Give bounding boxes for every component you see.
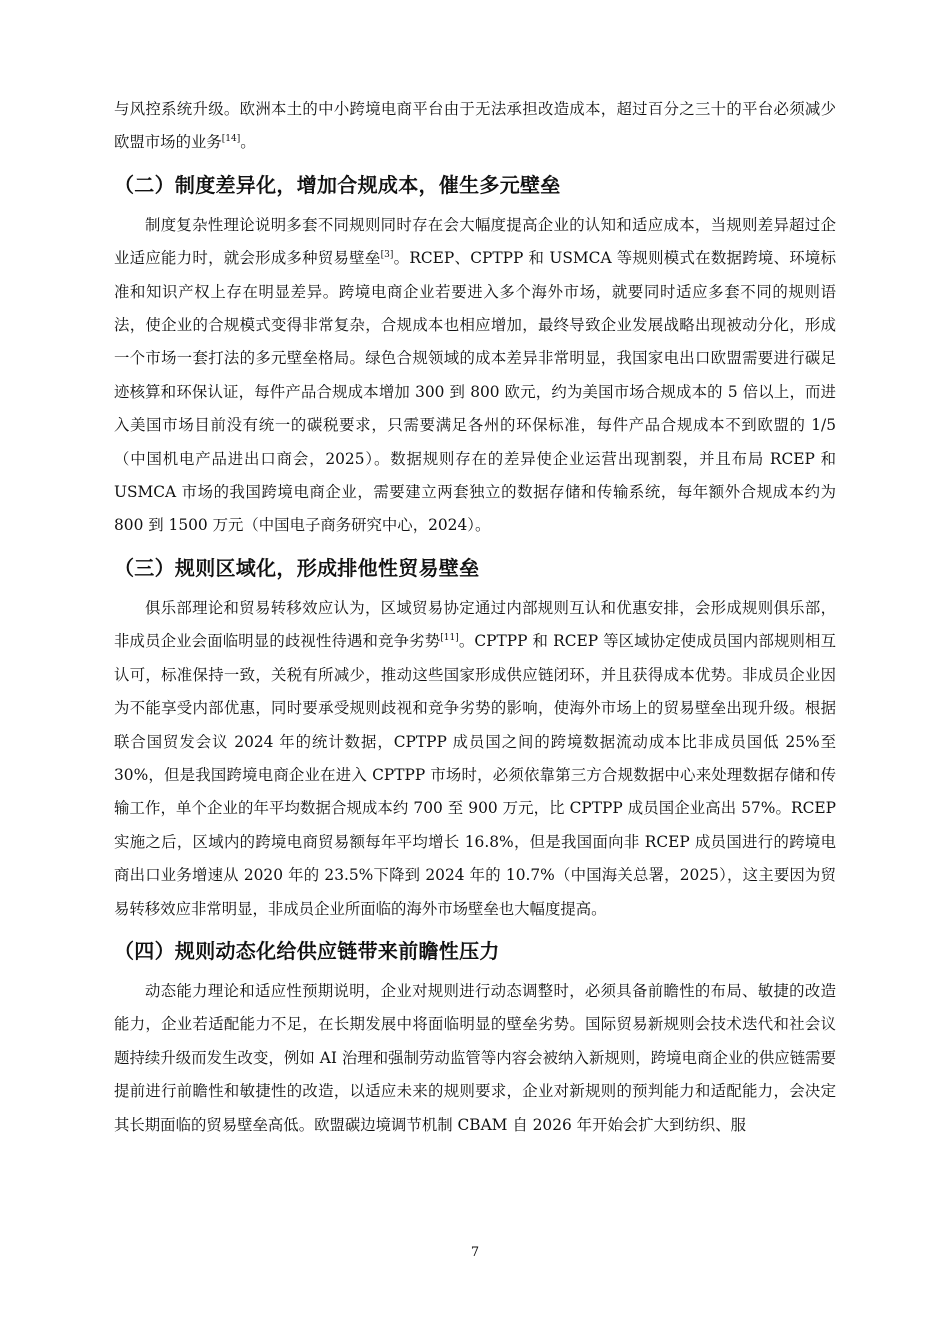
page-number: 7 — [470, 1245, 480, 1260]
paragraph-text: 。RCEP、CPTPP 和 USMCA 等规则模式在数据跨境、环境标准和知识产权上存在明显差异。跨境电商企业若要进入多个海外市场，就要同时适应多套不同的规则语法，使企业的合规模式变得非常复杂，合规成本也相应增加，最终导致企业发展战略出现被动分化，形成一个市场一套打法的多元壁垒格局。绿色合规领域的成本差异非常明显，我国家电出口欧盟需要进行碳足迹核算和环保认证，每件产品合规成本增加 300 到 800 欧元，约为美国市场合规成本的 5 倍以上，而进入美国市场目前没有统一的碳税要求，只需要满足各州的环保标准，每件产品合规成本不到欧盟的 1/5（中国机电产品进出口商会，2025）。数据规则存在的差异使企业运营出现割裂，并且布局 RCEP 和 USMCA 市场的我国跨境电商企业，需要建立两套独立的数据存储和传输系统，每年额外合规成本约为 800 到 1500 万元（中国电子商务研究中心，2024）。 — [114, 249, 836, 535]
section-heading: （四）规则动态化给供应链带来前瞻性压力 — [114, 938, 500, 963]
citation-ref: [11] — [440, 633, 459, 644]
paragraph-text: 与风控系统升级。欧洲本土的中小跨境电商平台由于无法承担改造成本，超过百分之三十的平台必须减少欧盟市场的业务 — [114, 100, 836, 152]
paragraph-text: 。 — [240, 133, 256, 152]
section-heading: （二）制度差异化，增加合规成本，催生多元壁垒 — [114, 172, 561, 197]
body-paragraph — [114, 209, 836, 543]
body-paragraph — [114, 93, 836, 160]
paragraph-text: 制度复杂性理论说明多套不同规则同时存在会大幅度提高企业的认知和适应成本，当规则差异超过企业适应能力时，就会形成多种贸易壁垒 — [114, 215, 836, 268]
document-body — [114, 93, 836, 1142]
paragraph-text: 动态能力理论和适应性预期说明，企业对规则进行动态调整时，必须具备前瞻性的布局、敏捷的改造能力，企业若适配能力不足，在长期发展中将面临明显的壁垒劣势。国际贸易新规则会技术迭代和社会议题持续升级而发生改变，例如 AI 治理和强制劳动监管等内容会被纳入新规则，跨境电商企业的供应链需要提前进行前瞻性和敏捷性的改造，以适应未来的规则要求，企业对新规则的预判能力和适配能力，会决定其长期面临的贸易壁垒高低。欧盟碳边境调节机制 CBAM 自 2026 年开始会扩大到纺织、服 — [114, 981, 836, 1134]
paragraph-text: 。CPTPP 和 RCEP 等区域协定使成员国内部规则相互认可，标准保持一致，关税有所减少，推动这些国家形成供应链闭环，并且获得成本优势。非成员企业因为不能享受内部优惠，同时要承受规则歧视和竞争劣势的影响，使海外市场上的贸易壁垒出现升级。根据联合国贸发会议 2024 年的统计数据，CPTPP 成员国之间的跨境数据流动成本比非成员国低 25%至 30%，但是我国跨境电商企业在进入 CPTPP 市场时，必须依靠第三方合规数据中心来处理数据存储和传输工作，单个企业的年平均数据合规成本约 700 至 900 万元，比 CPTPP 成员国企业高出 57%。RCEP 实施之后，区域内的跨境电商贸易额每年平均增长 16.8%，但是我国面向非 RCEP 成员国进行的跨境电商出口业务增速从 2020 年的 23.5%下降到 2024 年的 10.7%（中国海关总署，2025），这主要因为贸易转移效应非常明显，非成员企业所面临的海外市场壁垒也大幅度提高。 — [114, 632, 836, 918]
citation-ref: [14] — [221, 134, 241, 145]
section-heading: （三）规则区域化，形成排他性贸易壁垒 — [114, 555, 480, 580]
body-paragraph — [114, 592, 836, 926]
citation-ref: [3] — [380, 250, 394, 261]
body-paragraph — [114, 975, 836, 1142]
paragraph-text: 俱乐部理论和贸易转移效应认为，区域贸易协定通过内部规则互认和优惠安排，会形成规则俱乐部，非成员企业会面临明显的歧视性待遇和竞争劣势 — [114, 598, 836, 651]
